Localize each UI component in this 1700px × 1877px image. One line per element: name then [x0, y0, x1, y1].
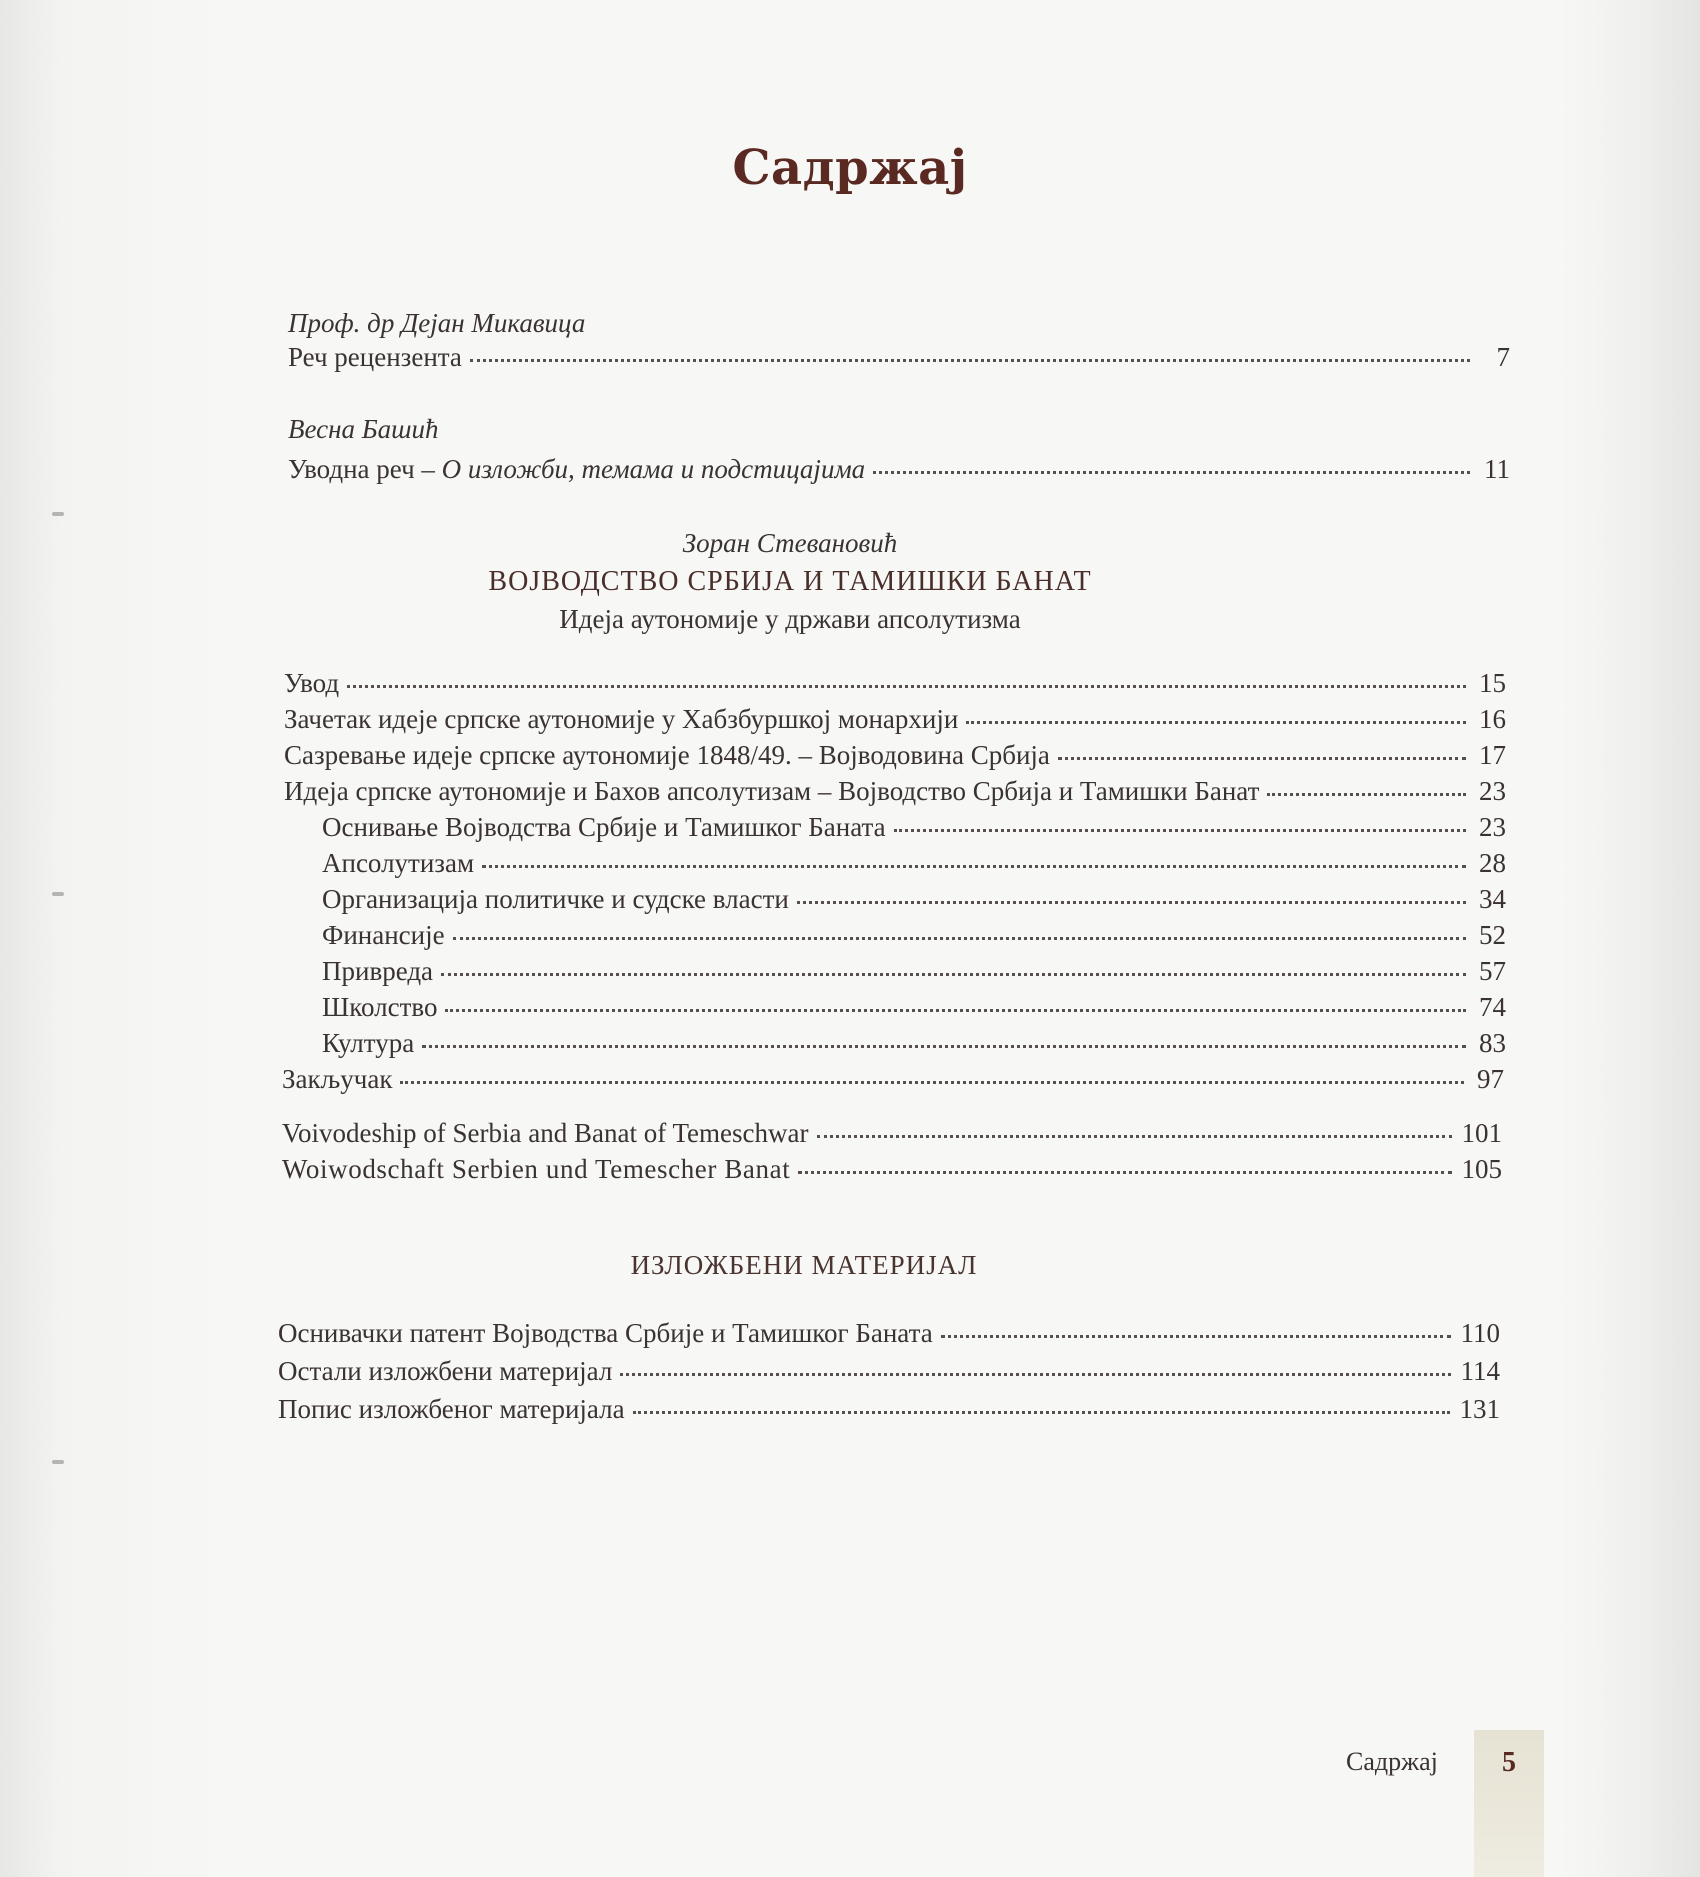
- page-title: Садржај: [732, 140, 968, 196]
- toc-leader-dots: [798, 1171, 1451, 1174]
- toc-entry[interactable]: [278, 1394, 1500, 1425]
- toc-subentry[interactable]: [322, 812, 1506, 843]
- toc-leader-dots: [873, 471, 1470, 474]
- toc-entry-label: Сазревање идеје српске аутономије 1848/49. – Војводовина Србија: [284, 740, 1050, 770]
- toc-entry-label: Финансије: [322, 920, 445, 950]
- toc-subentry[interactable]: [322, 956, 1506, 987]
- toc-author: Проф. др Дејан Микавица: [288, 308, 586, 338]
- toc-leader-dots: [797, 901, 1466, 904]
- toc-leader-dots: [817, 1135, 1452, 1138]
- toc-leader-dots: [482, 865, 1466, 868]
- toc-page-number: 131: [1459, 1394, 1500, 1424]
- toc-subentry[interactable]: [322, 920, 1506, 951]
- toc-entry-label: Реч рецензента: [288, 342, 462, 372]
- toc-page-number: 17: [1479, 740, 1506, 770]
- toc-entry-label: Попис изложбеног материјала: [278, 1394, 625, 1424]
- toc-entry-label: Оснивачки патент Војводства Србије и Тамишког Баната: [278, 1318, 933, 1348]
- toc-entry-label: Школство: [322, 992, 438, 1022]
- toc-entry-label: Увод: [284, 668, 340, 698]
- toc-page-number: 83: [1479, 1028, 1506, 1058]
- toc-entry-label: Остали изложбени материјал: [278, 1356, 613, 1386]
- toc-leader-dots: [620, 1373, 1450, 1376]
- toc-leader-dots: [633, 1411, 1450, 1414]
- toc-page-number: 57: [1479, 956, 1506, 986]
- toc-page-number: 23: [1479, 776, 1506, 806]
- toc-entry[interactable]: [282, 1154, 1502, 1185]
- toc-page-number: 52: [1479, 920, 1506, 950]
- toc-entry-label: Организација политичке и судске власти: [322, 884, 789, 914]
- toc-entry[interactable]: [282, 1064, 1504, 1095]
- toc-subentry[interactable]: [322, 884, 1506, 915]
- toc-page-number: 15: [1479, 668, 1506, 698]
- toc-subentry[interactable]: [322, 1028, 1506, 1059]
- toc-entry[interactable]: [288, 454, 1510, 485]
- toc-leader-dots: [441, 973, 1466, 976]
- toc-entry-label: Уводна реч – О изложби, темама и подстицајима: [288, 454, 866, 484]
- toc-entry-label: Идеја српске аутономије и Бахов апсолутизам – Војводство Србија и Тамишки Банат: [284, 776, 1260, 806]
- toc-page-number: 114: [1460, 1356, 1500, 1386]
- toc-leader-dots: [470, 359, 1470, 362]
- toc-page-number: 105: [1461, 1154, 1502, 1184]
- toc-entry[interactable]: [284, 740, 1506, 771]
- toc-subentry[interactable]: [322, 992, 1506, 1023]
- toc-entry-label: Woiwodschaft Serbien und Temescher Banat: [282, 1154, 791, 1184]
- toc-entry-label: Оснивање Војводства Србије и Тамишког Баната: [322, 812, 886, 842]
- toc-entry[interactable]: [278, 1356, 1500, 1387]
- toc-leader-dots: [400, 1081, 1464, 1084]
- toc-entry-label: Зачетак идеје српске аутономије у Хабзбуршкој монархији: [284, 704, 959, 734]
- toc-entry-label: Закључак: [282, 1064, 393, 1094]
- toc-leader-dots: [445, 1009, 1466, 1012]
- toc-leader-dots: [894, 829, 1466, 832]
- study-author: Зоран Стевановић: [682, 528, 898, 558]
- study-title: ВОЈВОДСТВО СРБИЈА И ТАМИШКИ БАНАТ: [488, 566, 1092, 597]
- toc-entry-label: Култура: [322, 1028, 415, 1058]
- toc-page-number: 101: [1461, 1118, 1502, 1148]
- toc-leader-dots: [966, 721, 1466, 724]
- toc-page-number: 11: [1484, 454, 1510, 484]
- toc-subentry[interactable]: [322, 848, 1506, 879]
- toc-entry-label: Привреда: [322, 956, 434, 986]
- toc-author: Весна Башић: [288, 414, 439, 444]
- toc-leader-dots: [453, 937, 1466, 940]
- toc-entry-label: Voivodeship of Serbia and Banat of Temeschwar: [282, 1118, 809, 1148]
- toc-page-number: 23: [1479, 812, 1506, 842]
- running-head: Садржај: [1346, 1747, 1438, 1776]
- toc-page-number: 97: [1477, 1064, 1504, 1094]
- study-subtitle: Идеја аутономије у држави апсолутизма: [559, 604, 1021, 634]
- toc-page-number: 34: [1479, 884, 1506, 914]
- toc-leader-dots: [347, 685, 1466, 688]
- toc-entry[interactable]: [278, 1318, 1500, 1349]
- toc-page-number: 16: [1479, 704, 1506, 734]
- toc-entry-label: Апсолутизам: [322, 848, 475, 878]
- toc-page-number: 7: [1496, 342, 1510, 372]
- toc-leader-dots: [1058, 757, 1466, 760]
- toc-entry[interactable]: [288, 342, 1510, 373]
- toc-entry[interactable]: [284, 668, 1506, 699]
- toc-leader-dots: [422, 1045, 1466, 1048]
- toc-entry[interactable]: [282, 1118, 1502, 1149]
- toc-entry[interactable]: [284, 704, 1506, 735]
- toc-page-number: 74: [1479, 992, 1506, 1022]
- toc-page-number: 28: [1479, 848, 1506, 878]
- toc-entry[interactable]: [284, 776, 1506, 807]
- toc-leader-dots: [941, 1335, 1451, 1338]
- section-heading: ИЗЛОЖБЕНИ МАТЕРИЈАЛ: [630, 1250, 978, 1280]
- toc-leader-dots: [1267, 793, 1466, 796]
- toc-page-number: 110: [1460, 1318, 1500, 1348]
- page-number: 5: [1502, 1747, 1516, 1778]
